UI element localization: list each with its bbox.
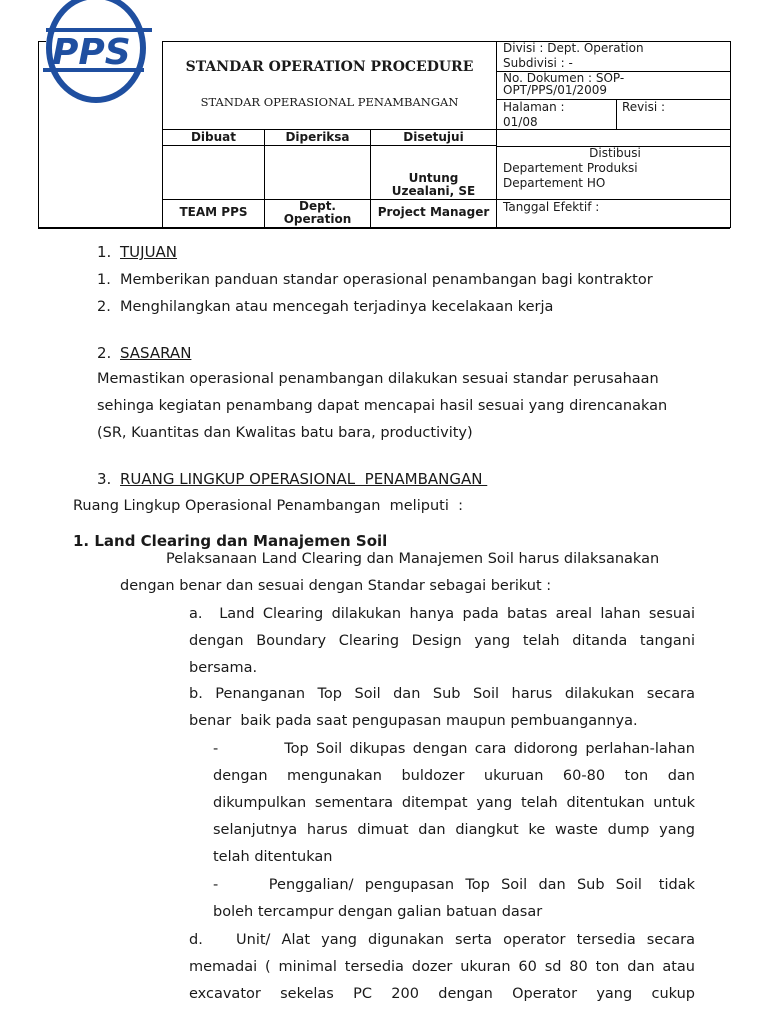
team-pps: TEAM PPS xyxy=(179,205,248,219)
divisi-label: Divisi : Dept. Operation xyxy=(503,41,644,55)
section-3-number: 3. xyxy=(97,470,112,488)
col-disetujui: Disetujui xyxy=(403,130,464,144)
section-3-title: RUANG LINGKUP OPERASIONAL PENAMBANGAN xyxy=(120,470,488,488)
section-1-number: 1. xyxy=(97,243,112,261)
col-dibuat: Dibuat xyxy=(190,130,237,144)
col-diperiksa: Diperiksa xyxy=(285,130,350,144)
project-manager: Project Manager xyxy=(377,205,490,219)
paragraph-line: b. Penanganan Top Soil dan Sub Soil harus dilakukan secara xyxy=(189,686,695,702)
no-dokumen-label: No. Dokumen : SOP- xyxy=(503,71,625,85)
paragraph-line: sehinga kegiatan penambang dapat mencapai hasil sesuai yang direncanakan xyxy=(97,398,668,414)
tanggal-efektif: Tanggal Efektif : xyxy=(503,200,600,214)
paragraph-line: d. Unit/ Alat yang digunakan serta operator tersedia secara xyxy=(189,932,695,948)
paragraph-line: - Top Soil dikupas dengan cara didorong perlahan-lahan xyxy=(213,741,695,757)
list-item-number: 2. xyxy=(97,299,111,315)
paragraph-line: dikumpulkan sementara ditempat yang telah ditentukan untuk xyxy=(213,795,695,811)
doc-subtitle: STANDAR OPERASIONAL PENAMBANGAN xyxy=(200,95,459,109)
list-item-number: 1. xyxy=(97,272,111,288)
paragraph-line: Memastikan operasional penambangan dilakukan sesuai standar perusahaan xyxy=(97,371,659,387)
subdivisi-label: Subdivisi : - xyxy=(503,56,573,70)
section-1-title: TUJUAN xyxy=(120,243,178,261)
paragraph-line: telah ditentukan xyxy=(213,849,333,865)
paragraph-line: memadai ( minimal tersedia dozer ukuran 60 sd 80 ton dan atau xyxy=(189,959,695,975)
paragraph-line: a. Land Clearing dilakukan hanya pada batas areal lahan sesuai xyxy=(189,606,695,622)
paragraph-line: bersama. xyxy=(189,660,258,676)
pps-logo-graphic xyxy=(38,0,158,110)
halaman-label: Halaman : xyxy=(503,100,565,114)
subsection-title: 1. Land Clearing dan Manajemen Soil xyxy=(73,532,388,550)
logo-text: PPS xyxy=(52,32,131,73)
distribusi-item-2: Departement HO xyxy=(503,176,606,190)
distribusi-item-1: Departement Produksi xyxy=(503,161,638,175)
paragraph-line: benar baik pada saat pengupasan maupun pembuangannya. xyxy=(189,713,638,729)
section-2-number: 2. xyxy=(97,344,112,362)
paragraph-line: boleh tercampur dengan galian batuan dasar xyxy=(213,904,543,920)
list-item: Menghilangkan atau mencegah terjadinya kecelakaan kerja xyxy=(120,299,554,315)
paragraph-line: - Penggalian/ pengupasan Top Soil dan Sub Soil tidak xyxy=(213,877,695,893)
list-item: Memberikan panduan standar operasional penambangan bagi kontraktor xyxy=(120,272,653,288)
paragraph-line: dengan mengunakan buldozer ukuruan 60-80 ton dan xyxy=(213,768,695,784)
revisi-label: Revisi : xyxy=(622,100,666,114)
paragraph-line: dengan Boundary Clearing Design yang telah ditanda tangani xyxy=(189,633,695,649)
company-logo xyxy=(38,0,158,110)
paragraph-line: excavator sekelas PC 200 dengan Operator yang cukup xyxy=(189,986,695,1002)
no-dokumen-value: OPT/PPS/01/2009 xyxy=(503,83,608,97)
paragraph-line: selanjutnya harus dimuat dan diangkut ke waste dump yang xyxy=(213,822,695,838)
paragraph-line: Ruang Lingkup Operasional Penambangan meliputi : xyxy=(73,498,463,514)
doc-title: STANDAR OPERATION PROCEDURE xyxy=(185,59,474,75)
dept-operation-1: Dept. xyxy=(299,199,336,213)
paragraph-line: Pelaksanaan Land Clearing dan Manajemen Soil harus dilaksanakan xyxy=(166,551,660,567)
signer-name-2: Uzealani, SE xyxy=(391,184,476,198)
section-2-title: SASARAN xyxy=(120,344,192,362)
dept-operation-2: Operation xyxy=(283,212,352,226)
distribusi-label: Distibusi xyxy=(589,146,641,160)
signer-name-1: Untung xyxy=(408,171,459,185)
paragraph-line: (SR, Kuantitas dan Kwalitas batu bara, productivity) xyxy=(97,425,473,441)
halaman-value: 01/08 xyxy=(503,115,538,129)
paragraph-line: dengan benar dan sesuai dengan Standar sebagai berikut : xyxy=(120,578,552,594)
